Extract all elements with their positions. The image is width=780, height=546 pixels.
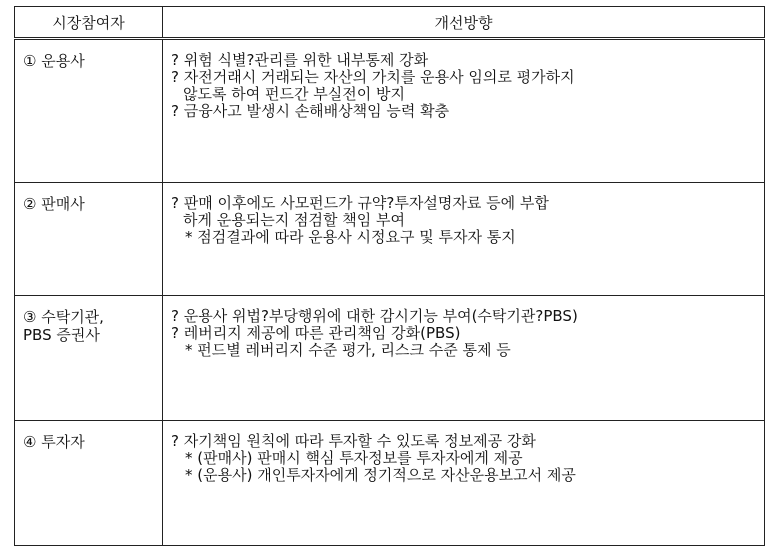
direction-line: ? 금융사고 발생시 손해배상책임 능력 확충 xyxy=(171,102,450,120)
table-row xyxy=(15,183,765,296)
direction-line: * (운용사) 개인투자자에게 정기적으로 자산운용보고서 제공 xyxy=(185,466,576,484)
direction-line: * 점검결과에 따라 운용사 시정요구 및 투자자 통지 xyxy=(185,228,516,246)
table-row xyxy=(15,421,765,546)
participant-label: ② 판매사 xyxy=(23,195,85,213)
direction-line: 하게 운용되는지 점검할 책임 부여 xyxy=(183,211,405,229)
participant-cell xyxy=(15,421,163,546)
participant-cell xyxy=(15,296,163,421)
direction-line: ? 자기책임 원칙에 따라 투자할 수 있도록 정보제공 강화 xyxy=(171,432,536,450)
direction-line: 않도록 하여 펀드간 부실전이 방지 xyxy=(183,85,405,103)
direction-line: * (판매사) 판매시 핵심 투자정보를 투자자에게 제공 xyxy=(185,449,523,467)
table-header-row xyxy=(15,7,765,39)
participant-cell xyxy=(15,183,163,296)
direction-line: ? 운용사 위법?부당행위에 대한 감시기능 부여(수탁기관?PBS) xyxy=(171,307,578,325)
table-row xyxy=(15,39,765,183)
direction-cell xyxy=(163,421,765,546)
participant-label: ③ 수탁기관, xyxy=(23,308,104,326)
direction-cell xyxy=(163,39,765,183)
header-direction: 개선방향 xyxy=(163,7,765,39)
direction-line: ? 위험 식별?관리를 위한 내부통제 강화 xyxy=(171,51,429,69)
participant-label: PBS 증권사 xyxy=(23,326,100,344)
direction-line: ? 자전거래시 거래되는 자산의 가치를 운용사 임의로 평가하지 xyxy=(171,68,575,86)
participant-label: ④ 투자자 xyxy=(23,433,85,451)
improvement-table xyxy=(14,6,765,546)
direction-line: ? 판매 이후에도 사모펀드가 규약?투자설명자료 등에 부합 xyxy=(171,194,549,212)
participant-label: ① 운용사 xyxy=(23,52,85,70)
table-row xyxy=(15,296,765,421)
direction-cell xyxy=(163,296,765,421)
direction-cell xyxy=(163,183,765,296)
header-participant: 시장참여자 xyxy=(15,7,163,39)
direction-line: ? 레버리지 제공에 따른 관리책임 강화(PBS) xyxy=(171,324,461,342)
participant-cell xyxy=(15,39,163,183)
direction-line: * 펀드별 레버리지 수준 평가, 리스크 수준 통제 등 xyxy=(185,341,511,359)
